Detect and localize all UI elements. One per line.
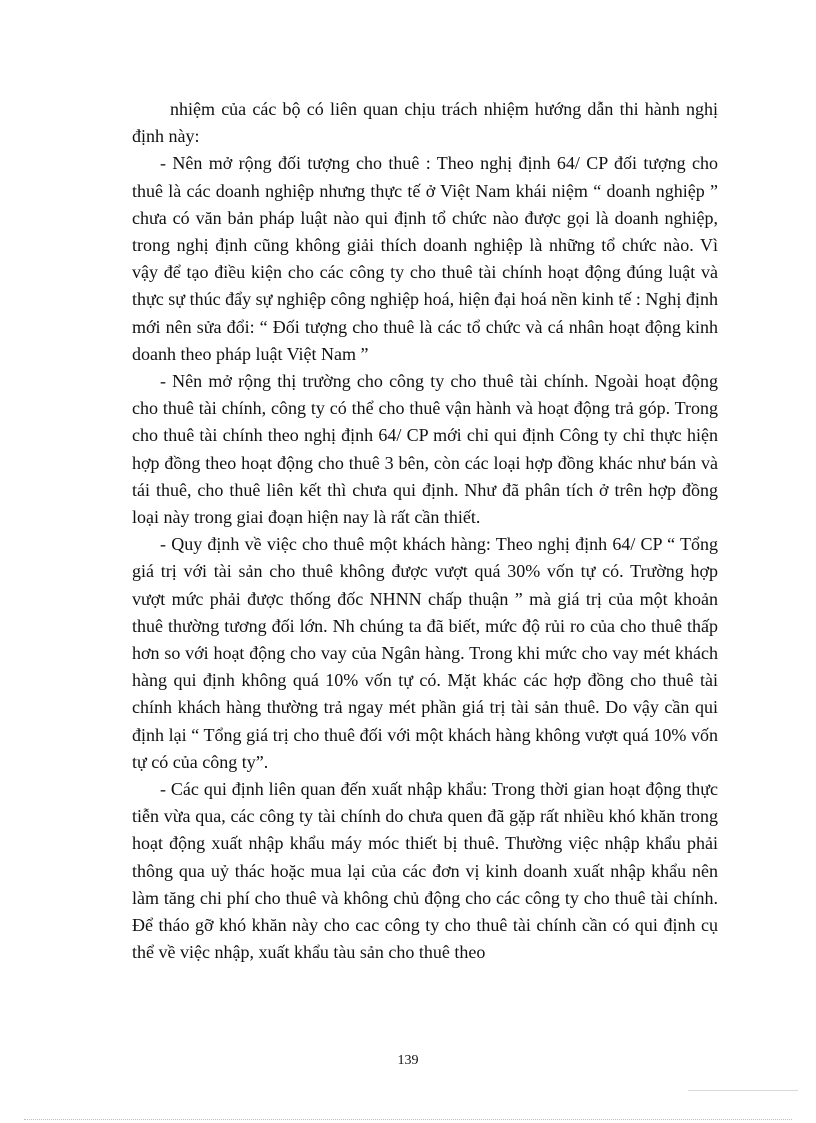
paragraph-import-export: - Các qui định liên quan đến xuất nhập khẩu: Trong thời gian hoạt động thực tiễn vừa qua, các công ty tài chính do chưa quen đã gặp rất nhiều khó khăn trong hoạt động xuất nhập khẩu máy móc thiết bị thuê. Thường việc nhập khẩu phải thông qua uỷ thác hoặc mua lại của các đơn vị kinh doanh xuất nhập khẩu nên làm tăng chi phí cho thuê và không chủ động cho các công ty cho thuê tài chính. Để tháo gỡ khó khăn này cho cac công ty cho thuê tài chính cần có qui định cụ thể về việc nhập, xuất khẩu tàu sản cho thuê theo bbox=[132, 779, 718, 963]
paragraph-continuation: nhiệm của các bộ có liên quan chịu trách nhiệm hướng dẫn thi hành nghị định này: bbox=[132, 99, 718, 147]
body-text bbox=[132, 96, 718, 967]
paragraph-leasing-market: - Nên mở rộng thị trường cho công ty cho thuê tài chính. Ngoài hoạt động cho thuê tài chính, công ty có thể cho thuê vận hành và hoạt động trả góp. Trong cho thuê tài chính theo nghị định 64/ CP mới chỉ qui định Công ty chỉ thực hiện hợp đồng theo hoạt động cho thuê 3 bên, còn các loại hợp đồng khác như bán và tái thuê, cho thuê liên kết thì chưa qui định. Như đã phân tích ở trên hợp đồng loại này trong giai đoạn hiện nay là rất cần thiết. bbox=[132, 371, 718, 528]
paragraph-single-customer-limit: - Quy định về việc cho thuê một khách hàng: Theo nghị định 64/ CP “ Tổng giá trị với tài sản cho thuê không được vượt quá 30% vốn tự có. Trường hợp vượt mức phải được thống đốc NHNN chấp thuận ” mà giá trị của một khoản thuê thường tương đối lớn. Nh chúng ta đã biết, mức độ rủi ro của cho thuê thấp hơn so với hoạt động cho vay của Ngân hàng. Trong khi mức cho vay mét khách hàng qui định không quá 10% vốn tự có. Mặt khác các hợp đồng cho thuê tài chính khách hàng thường trả ngay mét phần giá trị tài sản thuê. Do vậy cần qui định lại “ Tổng giá trị cho thuê đối với một khách hàng không vượt quá 10% vốn tự có của công ty”. bbox=[132, 534, 718, 772]
corner-divider bbox=[688, 1090, 798, 1091]
footer-divider bbox=[24, 1119, 792, 1120]
page-number: 139 bbox=[397, 1053, 419, 1068]
paragraph-leasing-subjects: - Nên mở rộng đối tượng cho thuê : Theo nghị định 64/ CP đối tượng cho thuê là các doanh nghiệp nhưng thực tế ở Việt Nam khái niệm “ doanh nghiệp ” chưa có văn bản pháp luật nào qui định tổ chức nào được gọi là doanh nghiệp, trong nghị định cũng không giải thích doanh nghiệp là những tổ chức nào. Vì vậy để tạo điều kiện cho các công ty cho thuê tài chính hoạt động đúng luật và thực sự thúc đẩy sự nghiệp công nghiệp hoá, hiện đại hoá nền kinh tế : Nghị định mới nên sửa đổi: “ Đối tượng cho thuê là các tổ chức và cá nhân hoạt động kinh doanh theo pháp luật Việt Nam ” bbox=[132, 153, 718, 364]
